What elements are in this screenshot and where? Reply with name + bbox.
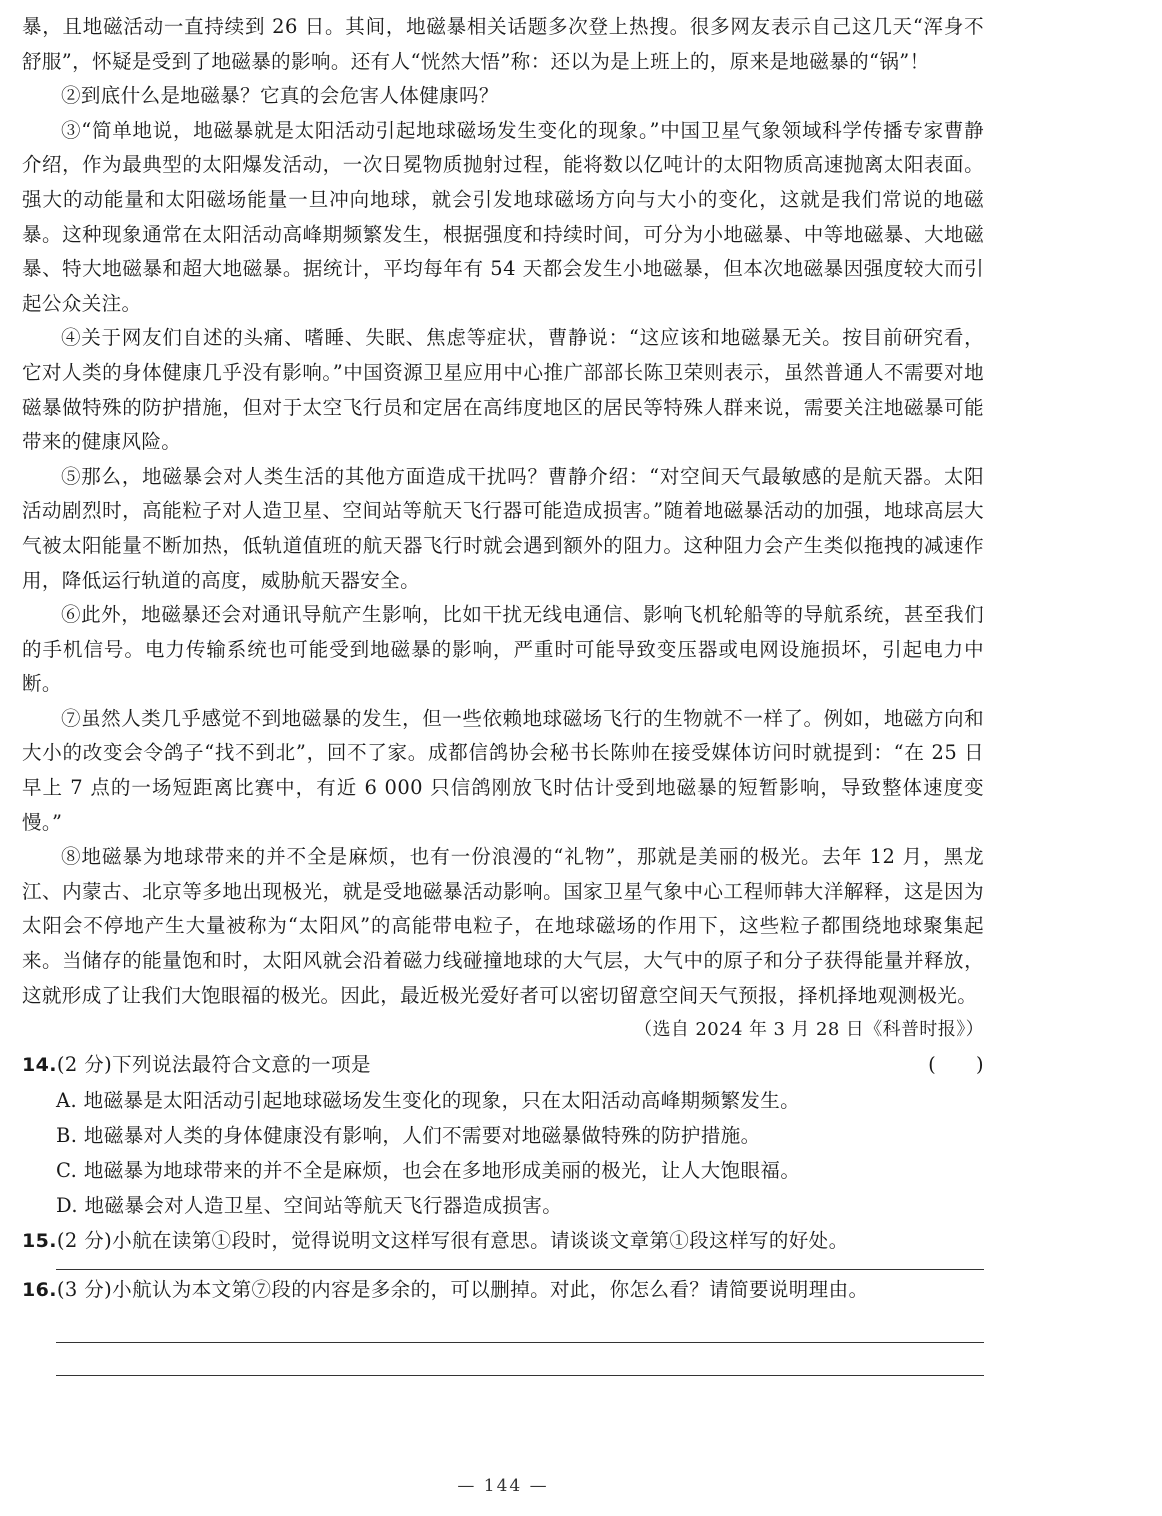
answer-parentheses[interactable]: ( ) — [928, 1053, 984, 1077]
paragraph-7: ⑦虽然人类几乎感觉不到地磁暴的发生，但一些依赖地球磁场飞行的生物就不一样了。例如，地磁方向和大小的改变会令鸽子“找不到北”，回不了家。成都信鸽协会秘书长陈帅在接受媒体访问时就提到：“在 25 日早上 7 点的一场短距离比赛中，有近 6 000 只信鸽刚放飞时估计受到地磁暴的短暂影响，导致整体速度变慢。” — [22, 706, 984, 834]
option-c: C. 地磁暴为地球带来的并不全是麻烦，也会在多地形成美丽的极光，让人大饱眼福。 — [56, 1159, 801, 1183]
paragraph-5: ⑤那么，地磁暴会对人类生活的其他方面造成干扰吗？曹静介绍：“对空间天气最敏感的是航天器。太阳活动剧烈时，高能粒子对人造卫星、空间站等航天飞行器可能造成损害。”随着地磁暴活动的加强，地球高层大气被太阳能量不断加热，低轨道值班的航天器飞行时就会遇到额外的阻力。这种阻力会产生类似拖拽的减速作用，降低运行轨道的高度，威胁航天器安全。 — [22, 464, 984, 592]
paragraph-8: ⑧地磁暴为地球带来的并不全是麻烦，也有一份浪漫的“礼物”，那就是美丽的极光。去年 12 月，黑龙江、内蒙古、北京等多地出现极光，就是受地磁暴活动影响。国家卫星气象中心工程师韩大洋解释，这是因为太阳会不停地产生大量被称为“太阳风”的高能带电粒子，在地球磁场的作用下，这些粒子都围绕地球聚集起来。当储存的能量饱和时，太阳风就会沿着磁力线碰撞地球的大气层，大气中的原子和分子获得能量并释放，这就形成了让我们大饱眼福的极光。因此，最近极光爱好者可以密切留意空间天气预报，择机择地观测极光。 — [22, 845, 984, 1007]
page-number: — 144 — — [457, 1476, 549, 1496]
option-d: D. 地磁暴会对人造卫星、空间站等航天飞行器造成损害。 — [56, 1194, 563, 1218]
paragraph-6: ⑥此外，地磁暴还会对通讯导航产生影响，比如干扰无线电通信、影响飞机轮船等的导航系统，甚至我们的手机信号。电力传输系统也可能受到地磁暴的影响，严重时可能导致变压器或电网设施损坏，引起电力中断。 — [22, 603, 984, 696]
paragraph-1-continued: 暴，且地磁活动一直持续到 26 日。其间，地磁暴相关话题多次登上热搜。很多网友表示自己这几天“浑身不舒服”，怀疑是受到了地磁暴的影响。还有人“恍然大悟”称：还以为是上班上的，原来是地磁暴的“锅”！ — [22, 15, 984, 73]
question-number: 15. — [22, 1230, 57, 1253]
question-16 — [22, 1272, 984, 1308]
question-text: (2 分)小航在读第①段时，觉得说明文这样写很有意思。请谈谈文章第①段这样写的好处。 — [56, 1229, 849, 1253]
question-text: (3 分)小航认为本文第⑦段的内容是多余的，可以删掉。对此，你怎么看？请简要说明理由。 — [56, 1278, 869, 1302]
paragraph-3: ③“简单地说，地磁暴就是太阳活动引起地球磁场发生变化的现象。”中国卫星气象领域科学传播专家曹静介绍，作为最典型的太阳爆发活动，一次日冕物质抛射过程，能将数以亿吨计的太阳物质高速抛离太阳表面。强大的动能量和太阳磁场能量一旦冲向地球，就会引发地球磁场方向与大小的变化，这就是我们常说的地磁暴。这种现象通常在太阳活动高峰期频繁发生，根据强度和持续时间，可分为小地磁暴、中等地磁暴、大地磁暴、特大地磁暴和超大地磁暴。据统计，平均每年有 54 天都会发生小地磁暴，但本次地磁暴因强度较大而引起公众关注。 — [22, 118, 984, 315]
question-text: (2 分)下列说法最符合文意的一项是 — [56, 1053, 371, 1077]
paragraph-4: ④关于网友们自述的头痛、嗜睡、失眠、焦虑等症状，曹静说：“这应该和地磁暴无关。按目前研究看，它对人类的身体健康几乎没有影响。”中国资源卫星应用中心推广部部长陈卫荣则表示，虽然普通人不需要对地磁暴做特殊的防护措施，但对于太空飞行员和定居在高纬度地区的居民等特殊人群来说，需要关注地磁暴可能带来的健康风险。 — [22, 326, 984, 454]
answer-line[interactable] — [56, 1375, 984, 1376]
question-14 — [22, 1047, 984, 1083]
answer-line[interactable] — [56, 1342, 984, 1343]
document-page — [22, 10, 984, 1376]
question-15 — [22, 1223, 984, 1259]
answer-line[interactable] — [56, 1269, 984, 1270]
source-citation: （选自 2024 年 3 月 28 日《科普时报》） — [634, 1019, 984, 1041]
option-a: A. 地磁暴是太阳活动引起地球磁场发生变化的现象，只在太阳活动高峰期频繁发生。 — [56, 1089, 801, 1113]
paragraph-2: ②到底什么是地磁暴？它真的会危害人体健康吗？ — [61, 84, 499, 108]
question-number: 16. — [22, 1279, 57, 1302]
option-b: B. 地磁暴对人类的身体健康没有影响，人们不需要对地磁暴做特殊的防护措施。 — [56, 1124, 761, 1148]
question-number: 14. — [22, 1054, 57, 1077]
